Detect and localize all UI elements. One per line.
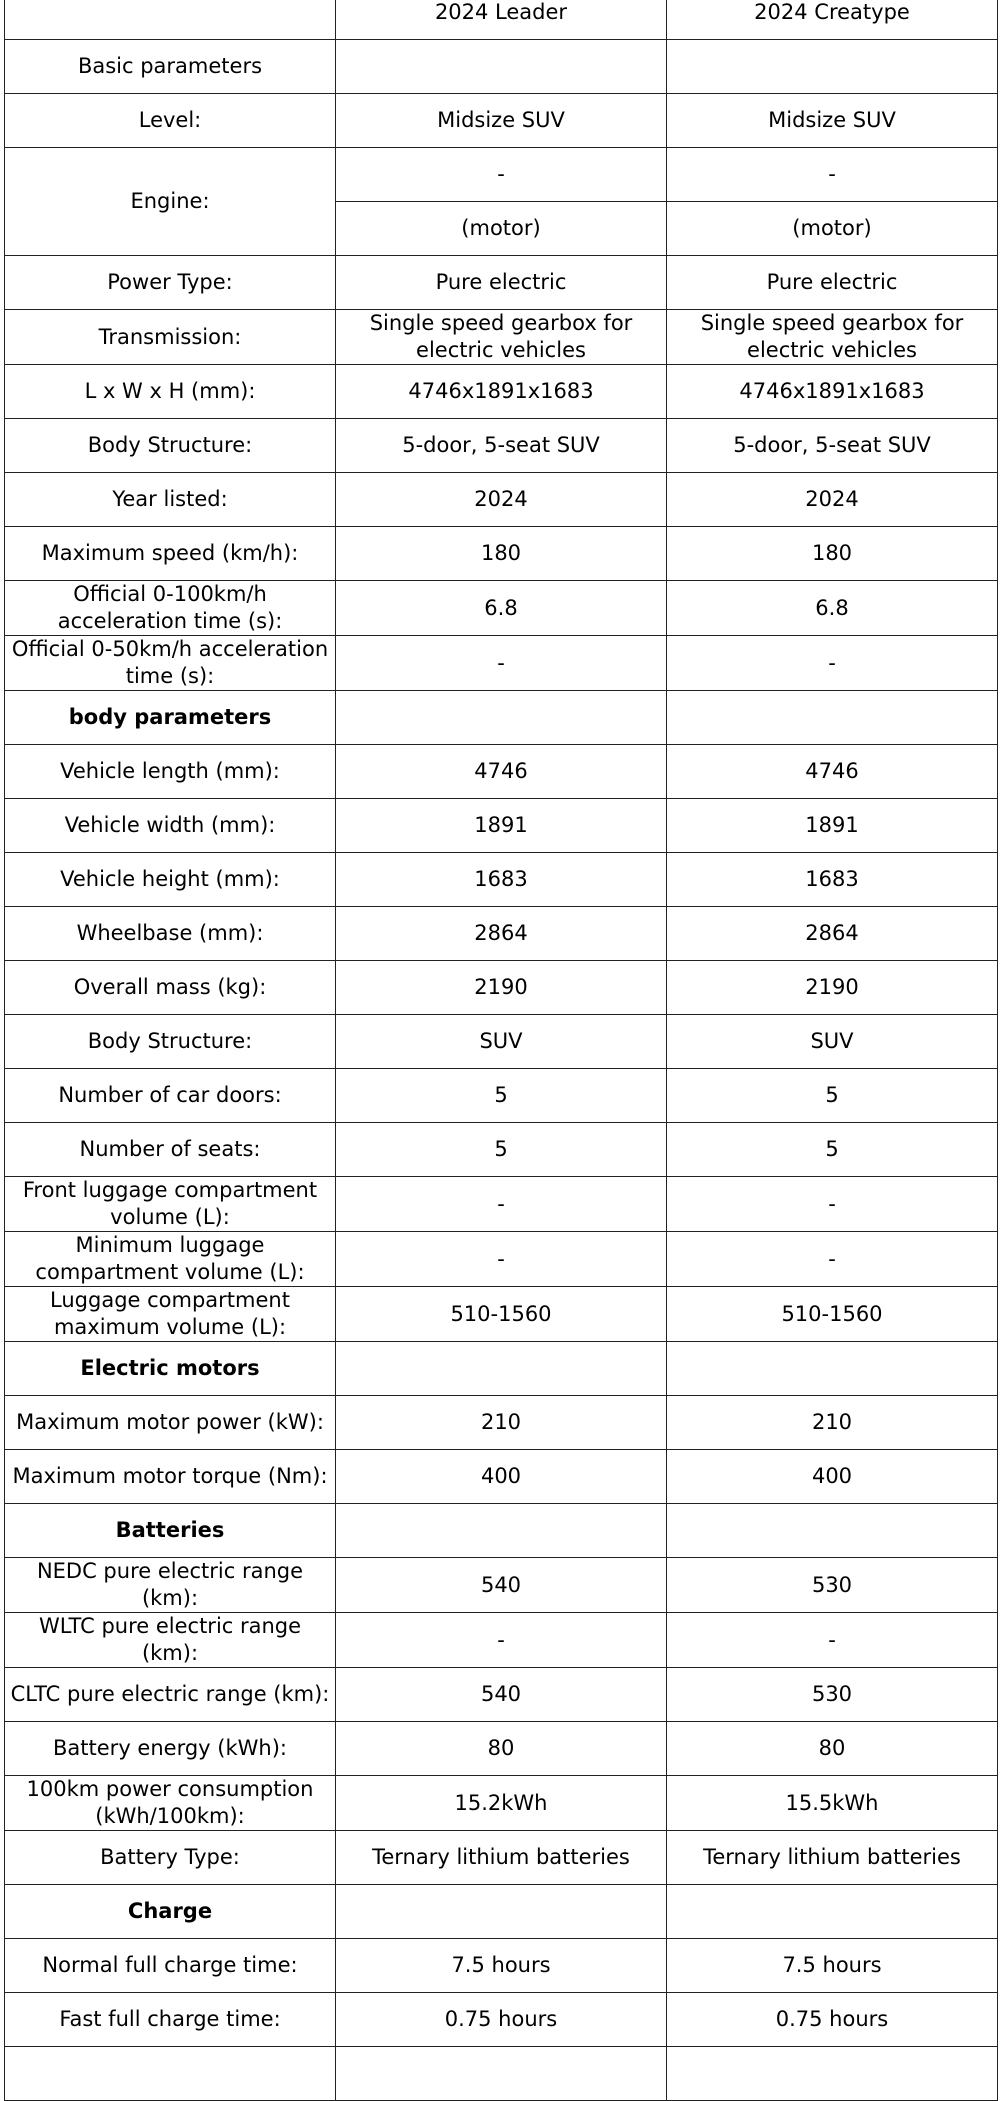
- row-label: Normal full charge time:: [5, 1939, 336, 1993]
- row-label: Official 0-50km/h acceleration time (s):: [5, 636, 336, 691]
- value-leader: 5: [336, 1069, 667, 1123]
- table-row: [5, 1668, 998, 1722]
- value-leader: 1891: [336, 799, 667, 853]
- row-label: Vehicle length (mm):: [5, 745, 336, 799]
- value-leader: -: [336, 148, 667, 202]
- value-creatype: 1683: [667, 853, 998, 907]
- table-row: [5, 256, 998, 310]
- value-leader: 6.8: [336, 581, 667, 636]
- value-leader: 15.2kWh: [336, 1776, 667, 1831]
- row-label: Vehicle width (mm):: [5, 799, 336, 853]
- value-creatype: -: [667, 636, 998, 691]
- value-leader: Midsize SUV: [336, 94, 667, 148]
- table-row: [5, 1069, 998, 1123]
- table-row: [5, 1287, 998, 1342]
- row-label: Fast full charge time:: [5, 1993, 336, 2047]
- table-row: [5, 1939, 998, 1993]
- section-title: Basic parameters: [5, 40, 336, 94]
- value-creatype: 400: [667, 1450, 998, 1504]
- value-creatype: -: [667, 1177, 998, 1232]
- row-label: Wheelbase (mm):: [5, 907, 336, 961]
- row-label: Maximum motor torque (Nm):: [5, 1450, 336, 1504]
- header-leader: 2024 Leader: [336, 0, 667, 40]
- value-creatype: 2190: [667, 961, 998, 1015]
- value-leader: SUV: [336, 1015, 667, 1069]
- value-creatype: 15.5kWh: [667, 1776, 998, 1831]
- value-leader: Pure electric: [336, 256, 667, 310]
- table-row: [5, 1015, 998, 1069]
- section-row: [5, 1342, 998, 1396]
- value-creatype: Ternary lithium batteries: [667, 1831, 998, 1885]
- header-row: [5, 0, 998, 40]
- value-leader: 540: [336, 1668, 667, 1722]
- table-row: [5, 636, 998, 691]
- table-row: [5, 365, 998, 419]
- table-row: [5, 961, 998, 1015]
- value-creatype: -: [667, 148, 998, 202]
- value-leader: 210: [336, 1396, 667, 1450]
- table-row: [5, 1232, 998, 1287]
- value-creatype: 510-1560: [667, 1287, 998, 1342]
- value-creatype: 530: [667, 1668, 998, 1722]
- row-label: WLTC pure electric range (km):: [5, 1613, 336, 1668]
- table-row: [5, 745, 998, 799]
- table-row: [5, 310, 998, 365]
- table-row: [5, 853, 998, 907]
- value-creatype: -: [667, 1613, 998, 1668]
- value-creatype: 4746: [667, 745, 998, 799]
- row-label: Maximum motor power (kW):: [5, 1396, 336, 1450]
- table-row: [5, 1558, 998, 1613]
- table-row: [5, 1831, 998, 1885]
- value-leader: 2190: [336, 961, 667, 1015]
- row-label: Level:: [5, 94, 336, 148]
- row-label: Number of seats:: [5, 1123, 336, 1177]
- section-row: [5, 691, 998, 745]
- spec-table: [4, 0, 998, 2101]
- value-creatype: Single speed gearbox for electric vehicles: [667, 310, 998, 365]
- value-leader: 5: [336, 1123, 667, 1177]
- value-creatype: 2864: [667, 907, 998, 961]
- value-creatype: Midsize SUV: [667, 94, 998, 148]
- row-label: L x W x H (mm):: [5, 365, 336, 419]
- value-creatype: 530: [667, 1558, 998, 1613]
- section-title: Charge: [5, 1885, 336, 1939]
- value-creatype: -: [667, 1232, 998, 1287]
- row-label: Body Structure:: [5, 419, 336, 473]
- value-leader: 4746: [336, 745, 667, 799]
- value-leader: 80: [336, 1722, 667, 1776]
- value-creatype: 180: [667, 527, 998, 581]
- row-label: Transmission:: [5, 310, 336, 365]
- table-row: [5, 1450, 998, 1504]
- table-row: [5, 1613, 998, 1668]
- value-leader: Ternary lithium batteries: [336, 1831, 667, 1885]
- value-creatype: SUV: [667, 1015, 998, 1069]
- section-row: [5, 1504, 998, 1558]
- value-leader: -: [336, 636, 667, 691]
- row-label: Overall mass (kg):: [5, 961, 336, 1015]
- value-leader: Single speed gearbox for electric vehicles: [336, 310, 667, 365]
- row-label: Official 0-100km/h acceleration time (s):: [5, 581, 336, 636]
- row-label: NEDC pure electric range (km):: [5, 1558, 336, 1613]
- value-leader: 1683: [336, 853, 667, 907]
- table-row: [5, 148, 998, 202]
- section-row: [5, 40, 998, 94]
- value-leader: -: [336, 1232, 667, 1287]
- value-creatype: 1891: [667, 799, 998, 853]
- table-row: [5, 907, 998, 961]
- value-creatype: (motor): [667, 202, 998, 256]
- row-label: Maximum speed (km/h):: [5, 527, 336, 581]
- row-label: 100km power consumption (kWh/100km):: [5, 1776, 336, 1831]
- value-leader: 540: [336, 1558, 667, 1613]
- row-label: CLTC pure electric range (km):: [5, 1668, 336, 1722]
- table-row: [5, 94, 998, 148]
- section-title: Batteries: [5, 1504, 336, 1558]
- value-creatype: 6.8: [667, 581, 998, 636]
- value-leader: 180: [336, 527, 667, 581]
- row-label: Battery Type:: [5, 1831, 336, 1885]
- table-row: [5, 1776, 998, 1831]
- row-label: Year listed:: [5, 473, 336, 527]
- value-leader: 0.75 hours: [336, 1993, 667, 2047]
- value-creatype: 2024: [667, 473, 998, 527]
- value-creatype: 5: [667, 1069, 998, 1123]
- value-leader: 5-door, 5-seat SUV: [336, 419, 667, 473]
- row-label: Power Type:: [5, 256, 336, 310]
- row-label: Minimum luggage compartment volume (L):: [5, 1232, 336, 1287]
- table-row: [5, 2047, 998, 2101]
- value-creatype: 0.75 hours: [667, 1993, 998, 2047]
- section-row: [5, 1885, 998, 1939]
- value-leader: 7.5 hours: [336, 1939, 667, 1993]
- table-row: [5, 1993, 998, 2047]
- value-leader: (motor): [336, 202, 667, 256]
- table-row: [5, 799, 998, 853]
- value-leader: -: [336, 1177, 667, 1232]
- row-label: Luggage compartment maximum volume (L):: [5, 1287, 336, 1342]
- table-row: [5, 419, 998, 473]
- value-creatype: 80: [667, 1722, 998, 1776]
- value-leader: 2024: [336, 473, 667, 527]
- table-row: [5, 581, 998, 636]
- value-leader: -: [336, 1613, 667, 1668]
- table-row: [5, 1722, 998, 1776]
- value-creatype: 5-door, 5-seat SUV: [667, 419, 998, 473]
- table-row: [5, 1177, 998, 1232]
- value-creatype: 7.5 hours: [667, 1939, 998, 1993]
- row-label: Body Structure:: [5, 1015, 336, 1069]
- table-row: [5, 1123, 998, 1177]
- row-label: Battery energy (kWh):: [5, 1722, 336, 1776]
- header-creatype: 2024 Creatype: [667, 0, 998, 40]
- value-leader: 510-1560: [336, 1287, 667, 1342]
- section-title: body parameters: [5, 691, 336, 745]
- table-row: [5, 473, 998, 527]
- value-leader: 4746x1891x1683: [336, 365, 667, 419]
- value-leader: 400: [336, 1450, 667, 1504]
- value-creatype: 4746x1891x1683: [667, 365, 998, 419]
- row-label: Front luggage compartment volume (L):: [5, 1177, 336, 1232]
- value-creatype: Pure electric: [667, 256, 998, 310]
- table-row: [5, 527, 998, 581]
- table-row: [5, 1396, 998, 1450]
- row-label: Vehicle height (mm):: [5, 853, 336, 907]
- row-label: Engine:: [5, 148, 336, 256]
- value-leader: 2864: [336, 907, 667, 961]
- value-creatype: 5: [667, 1123, 998, 1177]
- row-label: Number of car doors:: [5, 1069, 336, 1123]
- header-blank: [5, 0, 336, 40]
- value-creatype: 210: [667, 1396, 998, 1450]
- section-title: Electric motors: [5, 1342, 336, 1396]
